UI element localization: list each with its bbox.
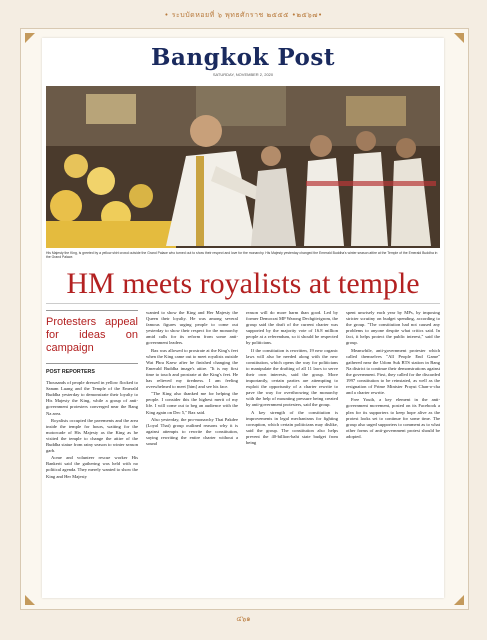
newspaper-masthead: Bangkok Post: [151, 44, 335, 71]
masthead-dateline: SATURDAY, NOVEMBER 2, 2020: [212, 72, 274, 77]
article-column-1: [46, 310, 138, 481]
paragraph: Acme and volunteer rescue worker His Bankerit said the gathering was held with no political agenda. They merely wanted to show the King and Her Majesty: [46, 455, 138, 479]
article-headline: HM meets royalists at temple: [66, 267, 420, 300]
divider: [46, 303, 440, 304]
paragraph: Royalists occupied the pavements and the area inside the temple for hours, waiting for the motorcade of His Majesty as the King as he visited the temple to change the attire of the Buddha statue from rainy season to winter season garb.: [46, 417, 138, 454]
paragraph: reason will do more harm than good. Led by former Democrat MP Warong Dechgitvigrom, the group said the draft of the current charter was supported by the majority vote of 16.8 million people at a referendum, so it should be respected by politicians.: [246, 310, 338, 346]
corner-ornament-icon: [25, 595, 35, 605]
article-subhead: Protesters appeal for ideas on campaign: [46, 310, 138, 355]
article-column-4: [346, 310, 440, 441]
paragraph: Meanwhile, anti-government protester which called themselves "All People End Game" gathered near the Udom Suk BTS station in Bang Na district to continue their demonstrations against the government. First, they called for the discarded 1997 constitution to be reinstated, as well as the resignation of Prime Minister Prayut Chan-o-cha and a charter rewrite.: [346, 347, 440, 396]
corner-ornament-icon: [454, 33, 464, 43]
article-column-3: [246, 310, 338, 447]
paragraph: A key strength of the constitution is improvements in legal mechanisms for fighting corruption, which certain politicians may dislike, said the group. The constitution also helps prevent the 40-billion-baht state budget from being: [246, 409, 338, 445]
page-number: ๔๖๑: [236, 615, 251, 623]
newspaper-page: [42, 38, 444, 598]
corner-ornament-icon: [454, 595, 464, 605]
top-ribbon-text: • ระบบัดหอยที่ ๖ พุทธศักราช ๒๕๕๕ •๒๕๖๗•: [164, 11, 323, 19]
paragraph: spent unwisely each year by MPs, by imposing stricter scrutiny on budget spending, according to the group. "The constitution had not caused any problems to anyone despite what critics said. In fact, it helps protect the public interest," said the group.: [346, 310, 440, 346]
paragraph: Thousands of people dressed in yellow flocked to Sanam Luang and the Temple of the Emerald Buddha yesterday to demonstrate their loyalty to His Majesty the King, while a group of anti-government protesters converged near the Bang Na area.: [46, 380, 138, 416]
article-byline: POST REPORTERS: [46, 363, 138, 375]
article-column-2: [146, 310, 238, 448]
front-page-photo: [46, 86, 440, 248]
corner-ornament-icon: [25, 33, 35, 43]
paragraph: Free Youth, a key element in the anti-government movement, posted on its Facebook a plea for its supporters to keep hope alive as the protest looks set to continue for some time. The group also urged supporters to comment as to what other forms of anti-government protest should be adopted.: [346, 397, 440, 439]
paragraph: "The King also thanked me for helping the people. I consider this the highest merit of my life. I will come out to beg an audience with the King again on Dec 5," Bax said.: [146, 391, 238, 415]
photo-caption: His Majesty the King, is greeted by a yellow shirt crowd outside the Grand Palace who turned out to show their respect and love for the monarchy. His Majesty yesterday changed the Emerald Buddha's winter season attire at the Temple of the Emerald Buddha in the Grand Palace.: [46, 251, 438, 260]
paragraph: If the constitution is rewritten, 19 new organic laws will also be needed along with the new constitution, which opens the way for politicians to manipulate the drafting of all 11 laws to serve their own interests, said the group. More importantly, certain parties are attempting to exploit the opportunity of a charter rewrite to pave the way for overthrowing the monarchy with the help of mounting pressure being created by anti-government protesters, said the group.: [246, 347, 338, 408]
paragraph: Also yesterday, the pro-monarchy Thai Pakdee (Loyal Thai) group outlined reasons why it is against attempts to rewrite the constitution, saying rewriting the entire charter without a sound: [146, 416, 238, 446]
paragraph: Bax was allowed to prostrate at the King's feet when the King came out to meet royalists outside Wat Phra Kaew after he finished changing the Emerald Buddha image's attire. "It is my first time to touch and prostrate at the King's feet. He has relieved my tiredness. I am feeling overwhelmed to meet [him] and see his face.: [146, 347, 238, 390]
paragraph: wanted to show the King and Her Majesty the Queen their loyalty. He was among several famous figures urging people to come out yesterday to show their respect for the monarchy amid calls for its reform from some anti-government leaders.: [146, 310, 238, 346]
